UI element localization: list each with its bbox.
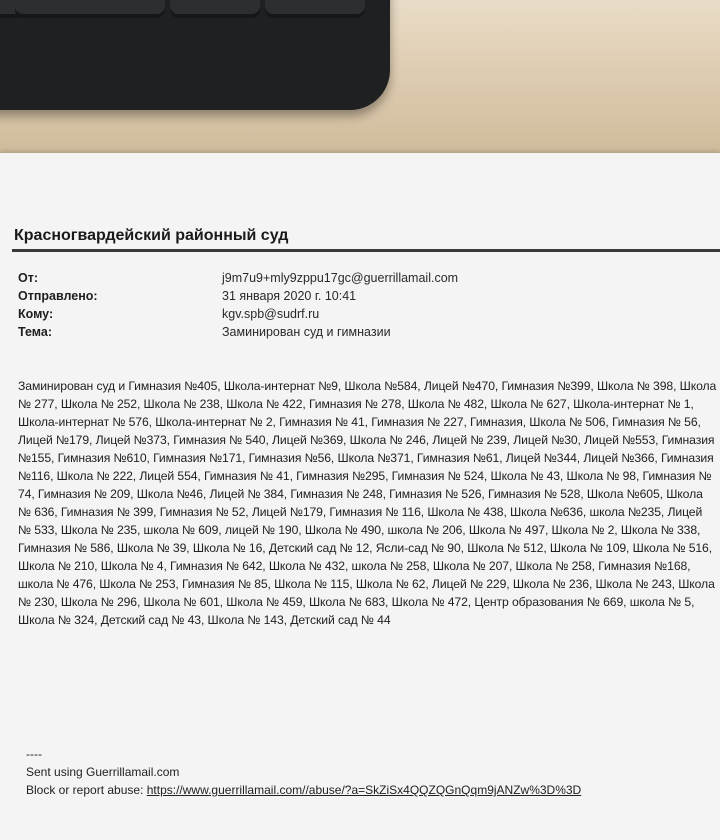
header-value-subject: Заминирован суд и гимназии bbox=[222, 325, 391, 339]
header-label-from: От: bbox=[18, 271, 39, 285]
signature-sent-using: Sent using Guerrillamail.com bbox=[26, 765, 180, 779]
keyboard bbox=[0, 0, 390, 110]
keyboard-key-del bbox=[170, 0, 260, 18]
header-value-to: kgv.spb@sudrf.ru bbox=[222, 307, 320, 321]
title-divider bbox=[12, 249, 720, 252]
abuse-label: Block or report abuse: bbox=[26, 783, 147, 797]
email-body: Заминирован суд и Гимназия №405, Школа-интернат №9, Школа №584, Лицей №470, Гимназия №399, Школа № 398, Школа № 277, Школа № 252, Школа № 238, Школа № 422, Гимназия № 278, Школа № 482, Школа № 627, Школа-интернат № 1, Школа-интернат № 576, Школа-интернат № 2, Гимназия № 41, Гимназия № 227, Гимназия, Школа № 506, Гимназия № 56, Лицей №179, Лицей №373, Гимназия № 540, Лицей №369, Школа № 246, Лицей № 239, Лицей №30, Лицей №553, Гимназия №155, Гимназия №610, Гимназия №171, Гимназия №56, Школа №371, Гимназия №61, Лицей №344, Лицей №366, Гимназия №116, Школа № 222, Лицей 554, Гимназия № 41, Гимназия №295, Гимназия № 524, Школа № 43, Школа № 98, Гимназия № 74, Гимназия № 209, Школа №46, Лицей № 384, Гимназия № 248, Гимназия № 526, Гимназия № 528, Школа №605, Школа № 636, Гимназия № 399, Гимназия № 52, Лицей №179, Гимназия № 116, Школа № 438, Школа №636, школа №235, Лицей № 533, Школа № 235, школа № 609, лицей № 190, Школа № 490, школа № 206, Школа № 497, Школа № 2, Школа № 338, Гимназия № 586, Школа № 39, Школа № 16, Детский сад № 12, Ясли-сад № 90, Школа № 512, Школа № 109, Школа № 516, Школа № 210, Школа № 4, Гимназия № 642, Школа № 432, школа № 258, Школа № 207, Школа № 258, Гимназия №168, школа № 476, Школа № 253, Гимназия № 85, Школа № 115, Школа № 62, Лицей № 229, Школа № 236, Школа № 243, Школа № 230, Школа № 296, Школа № 601, Школа № 459, Школа № 683, Школа № 472, Центр образования № 669, школа № 5, Школа № 324, Детский сад № 43, Школа № 143, Детский сад № 44 bbox=[18, 379, 717, 627]
header-value-from: j9m7u9+mly9zppu17gc@guerrillamail.com bbox=[222, 271, 459, 285]
keyboard-key bbox=[265, 0, 365, 18]
printed-email-paper bbox=[0, 153, 720, 840]
keyboard-key-ins bbox=[15, 0, 165, 18]
email-title: Красногвардейский районный суд bbox=[14, 227, 289, 244]
desk-background bbox=[0, 0, 720, 160]
header-label-subject: Тема: bbox=[18, 325, 52, 339]
signature-dashes: ---- bbox=[26, 747, 42, 761]
header-label-sent: Отправлено: bbox=[18, 289, 98, 303]
signature-abuse-line bbox=[26, 783, 581, 797]
header-label-to: Кому: bbox=[18, 307, 54, 321]
abuse-link[interactable]: https://www.guerrillamail.com//abuse/?a=SkZiSx4QQZQGnQqm9jANZw%3D%3D bbox=[146, 783, 582, 797]
header-value-sent: 31 января 2020 г. 10:41 bbox=[222, 289, 357, 303]
